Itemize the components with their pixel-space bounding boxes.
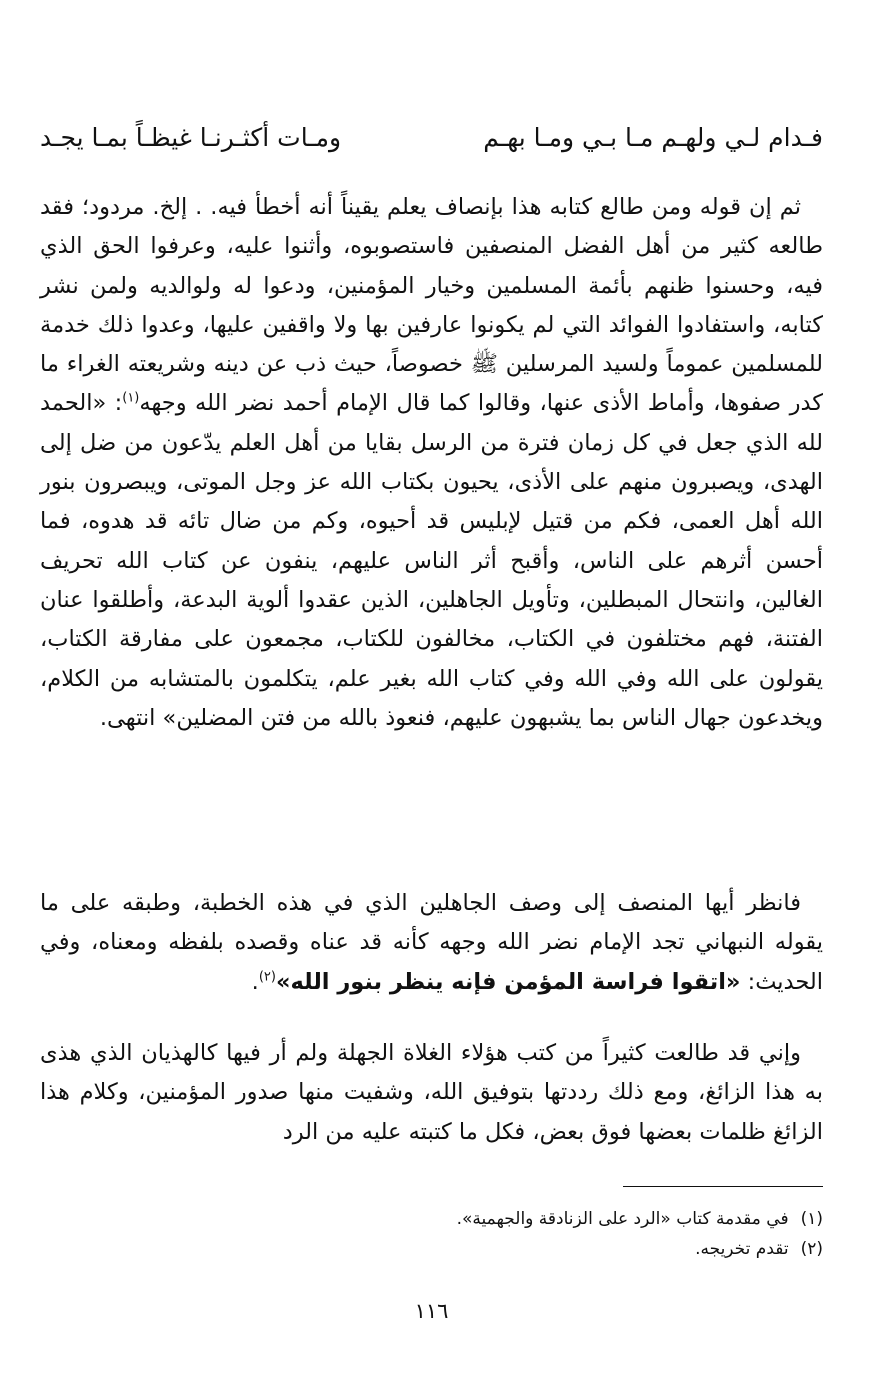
footnote-marker-1: (١) <box>122 390 140 406</box>
paragraph-2 <box>40 884 823 1002</box>
verse-hemistich-left: ومـات أكثـرنـا غيظـاً بمـا يجـد <box>40 123 342 152</box>
paragraph-1-text-end: : «الحمد لله الذي جعل في كل زمان فترة من الرسل بقايا من أهل العلم يدّعون من ضل إلى الهدى، ويصبرون منهم على الأذى، يحيون بكتاب الله عز وجل الموتى، ويبصرون بنور الله أهل العمى، فكم من قتيل لإبليس قد أحيوه، وكم من ضال تائه قد هدوه، فما أحسن أثرهم على الناس، وأقبح أثر الناس عليهم، ينفون عن كتاب الله تحريف الغالين، وانتحال المبطلين، وتأويل الجاهلين، الذين عقدوا ألوية البدعة، وأطلقوا عنان الفتنة، فهم مختلفون في الكتاب، مخالفون للكتاب، مجمعون على مفارقة الكتاب، يقولون على الله وفي الله وفي كتاب الله بغير علم، يتكلمون بالمتشابه من الكلام، ويخدعون جهال الناس بما يشبهون عليهم، فنعوذ بالله من فتن المضلين» انتهى. <box>40 390 823 731</box>
footnotes <box>40 1204 823 1264</box>
paragraph-3 <box>40 1034 823 1152</box>
footnote-marker-2: (٢) <box>258 969 276 985</box>
paragraph-1-text-start: ثم إن قوله ومن طالع كتابه هذا بإنصاف يعلم يقيناً أنه أخطأ فيه. . إلخ. مردود؛ فقد طالعه كثير من أهل الفضل المنصفين فاستصوبوه، وأثنوا عليه، وعرفوا الحق الذي فيه، وحسنوا ظنهم بأئمة المسلمين وخيار المؤمنين، ودعوا له ولوالديه ولمن نشر كتابه، واستفادوا الفوائد التي لم يكونوا عارفين بها ولا واقفين عليها، وعدوا ذلك خدمة للمسلمين عموماً ولسيد المرسلين ﷺ خصوصاً، حيث ذب عن دينه وشريعته الغراء ما كدر صفوها، وأماط الأذى عنها، وقالوا كما قال الإمام أحمد نضر الله وجهه <box>40 194 823 417</box>
footnote-1-number: (١) <box>800 1209 823 1229</box>
paragraph-2-text-end: . <box>251 968 259 995</box>
footnote-separator <box>623 1186 823 1187</box>
poetry-verse <box>40 118 823 158</box>
footnote-1-text: في مقدمة كتاب «الرد على الزنادقة والجهمية». <box>456 1209 789 1229</box>
footnote-2 <box>40 1234 823 1264</box>
verse-hemistich-right: فـدام لـي ولهـم مـا بـي ومـا بهـم <box>483 123 823 152</box>
paragraph-1 <box>40 188 823 738</box>
hadith-quote: «اتقوا فراسة المؤمن فإنه ينظر بنور الله» <box>275 968 741 995</box>
book-page <box>40 0 823 1383</box>
footnote-2-text: تقدم تخريجه. <box>695 1239 789 1259</box>
footnote-2-number: (٢) <box>800 1239 823 1259</box>
paragraph-2-text-start: فانظر أيها المنصف إلى وصف الجاهلين الذي في هذه الخطبة، وطبقه على ما يقوله النبهاني تجد الإمام نضر الله وجهه كأنه قد عناه وقصده بلفظه ومعناه، وفي الحديث: <box>40 890 823 995</box>
page-number: ١١٦ <box>414 1299 449 1323</box>
paragraph-3-text: وإني قد طالعت كثيراً من كتب هؤلاء الغلاة الجهلة ولم أر فيها كالهذيان الذي هذى به هذا الزائغ، ومع ذلك رددتها بتوفيق الله، وشفيت منها صدور المؤمنين، وكلام هذا الزائغ ظلمات بعضها فوق بعض، فكل ما كتبته عليه من الرد <box>40 1040 823 1145</box>
footnote-1 <box>40 1204 823 1234</box>
